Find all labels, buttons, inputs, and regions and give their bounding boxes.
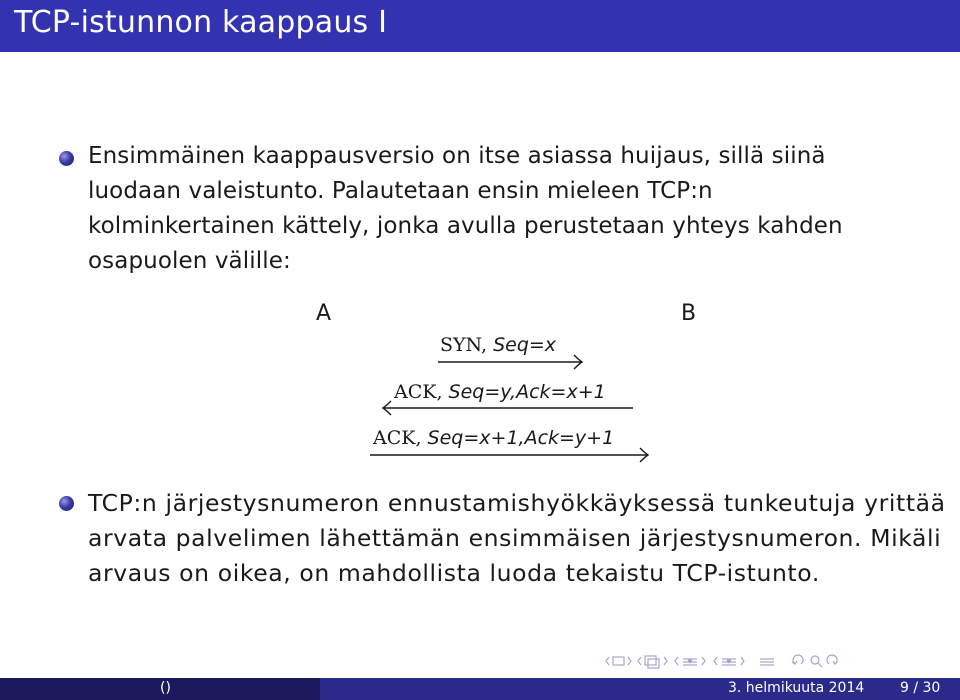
bullet-2-line: arvaus on oikea, on mahdollista luoda tekaistu TCP-istunto. [88,559,820,587]
message-flag: ACK, [373,427,422,449]
nav-back-icon [792,655,803,664]
message-flag: ACK, [394,381,443,403]
bullet-1-line: osapuolen välille: [88,248,291,274]
footer-author: () [160,680,171,696]
bullet-2-line: arvata palvelimen lähettämän ensimmäisen järjestysnumeron. Mikäli [88,524,942,552]
nav-slide-prev-icon [606,657,609,665]
nav-slide-icon [613,657,624,665]
nav-frame-icon [645,656,659,668]
nav-subsection-prev-icon [675,657,678,665]
footer-date: 3. helmikuuta 2014 [728,680,865,696]
nav-section-next-icon [741,657,744,665]
message-label-ack1 [394,381,606,403]
nav-forward-icon [827,655,837,664]
bullet-ball-icon [59,496,74,511]
nav-slide-next-icon [628,657,631,665]
party-b-label: B [681,301,697,326]
nav-frame-next-icon [664,657,667,665]
bullet-1-line: luodaan valeistunto. Palautetaan ensin mieleen TCP:n [88,178,713,204]
nav-section-prev-icon [714,657,717,665]
nav-search-icon [811,656,822,667]
nav-frame-prev-icon [638,657,641,665]
footer-page-number: 9 / 30 [900,680,941,696]
party-a-label: A [316,301,332,326]
bullet-2-line: TCP:n järjestysnumeron ennustamishyökkäyksessä tunkeutuja yrittää [88,489,946,517]
message-flag: SYN, [440,334,488,356]
bullet-1-line: Ensimmäinen kaappausversio on itse asiassa huijaus, sillä siinä [88,143,826,169]
footer-bar [0,678,960,700]
message-fields: Seq=x [493,334,557,356]
bullet-1-line: kolminkertainen kättely, jonka avulla perustetaan yhteys kahden [88,213,843,239]
bullet-2-text [88,486,946,591]
nav-subsection-icon [683,659,697,665]
message-fields: Seq=y,Ack=x+1 [448,381,606,403]
beamer-navigation-icons[interactable] [605,652,935,670]
nav-section-icon [722,659,736,665]
message-fields: Seq=x+1,Ack=y+1 [427,427,615,449]
slide-title: TCP-istunnon kaappaus I [14,5,388,40]
message-label-ack2 [373,427,614,449]
nav-subsection-next-icon [702,657,705,665]
nav-document-icon [760,659,774,665]
